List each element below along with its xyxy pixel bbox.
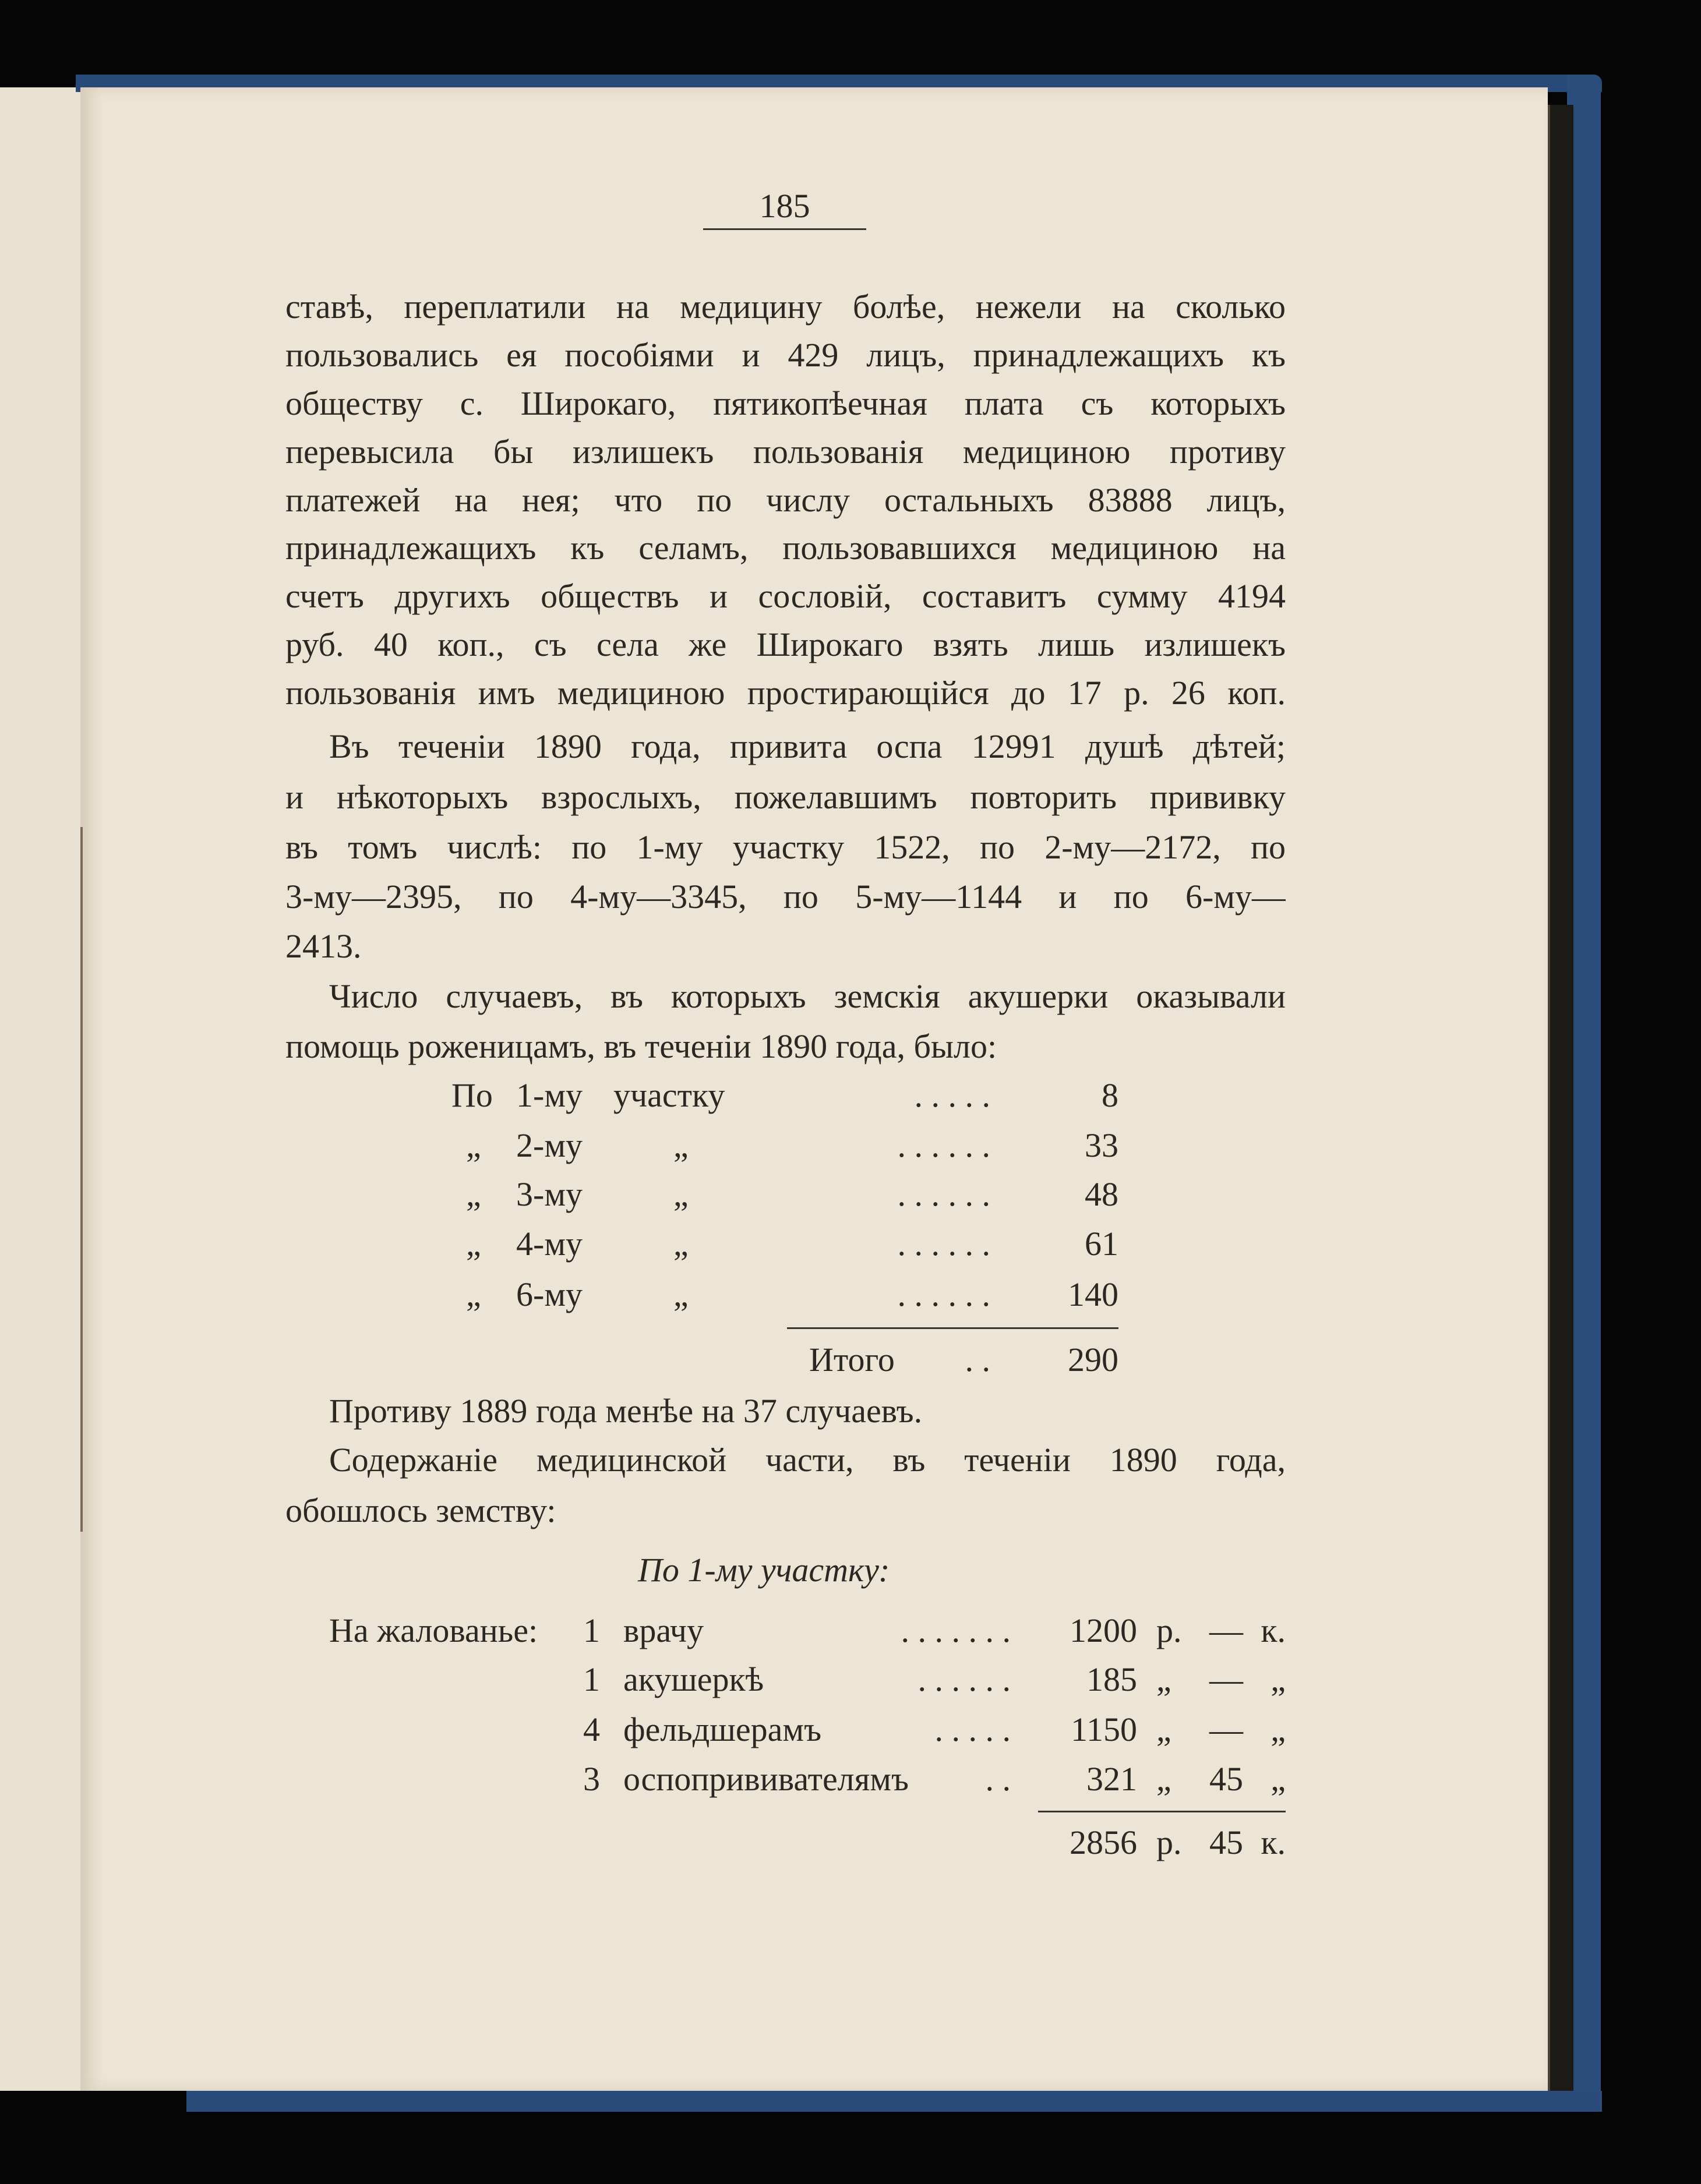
row-dots: . . . . . . [897, 1126, 990, 1164]
row-item: фельдшерамъ [623, 1711, 822, 1748]
row-rub: 321 [1086, 1760, 1137, 1798]
row-kop: — [1209, 1660, 1243, 1698]
row-dots: . . [985, 1760, 1011, 1798]
paragraph-line: Въ теченіи 1890 года, привита оспа 12991 душѣ дѣтей; [329, 727, 1286, 765]
row-prefix: „ [466, 1275, 481, 1313]
row-dots: . . . . . . . [901, 1612, 1011, 1649]
row-count: 1 [583, 1660, 600, 1698]
paragraph-line: пользовались ея пособіями и 429 лицъ, принадлежащихъ къ [285, 336, 1286, 374]
comparison-line: Противу 1889 года менѣе на 37 случаевъ. [329, 1392, 923, 1430]
paragraph-line: Число случаевъ, въ которыхъ земскія акушерки оказывали [329, 977, 1286, 1015]
row-word: „ [673, 1126, 689, 1164]
total-kop-unit: к. [1261, 1823, 1286, 1861]
page-number: 185 [759, 187, 810, 225]
row-rub-unit: р. [1156, 1612, 1182, 1649]
row-district: 4-му [516, 1225, 583, 1263]
row-word: „ [673, 1275, 689, 1313]
row-dots: . . . . . . [897, 1175, 990, 1213]
row-value: 140 [1068, 1275, 1118, 1313]
row-word: „ [673, 1175, 689, 1213]
row-count: 4 [583, 1711, 600, 1748]
paragraph-line: счетъ другихъ обществъ и сословій, составитъ сумму 4194 [285, 577, 1286, 615]
row-item: врачу [623, 1612, 704, 1649]
row-kop-unit: „ [1271, 1711, 1286, 1748]
row-kop: — [1209, 1711, 1243, 1748]
row-district: 6-му [516, 1275, 583, 1313]
total-kop: 45 [1209, 1823, 1243, 1861]
paragraph-line: помощь роженицамъ, въ теченіи 1890 года, было: [285, 1027, 997, 1065]
row-kop: 45 [1209, 1760, 1243, 1798]
total-rub-unit: р. [1156, 1823, 1182, 1861]
row-rub-unit: „ [1156, 1660, 1171, 1698]
section-heading: По 1-му участку: [638, 1551, 890, 1589]
total-dots: . . [965, 1341, 990, 1379]
total-label: Итого [809, 1341, 895, 1379]
row-kop-unit: к. [1261, 1612, 1286, 1649]
row-rub: 1200 [1070, 1612, 1137, 1649]
paragraph-line: платежей на нея; что по числу остальныхъ 83888 лицъ, [285, 481, 1286, 519]
paragraph-line: и нѣкоторыхъ взрослыхъ, пожелавшимъ повторить прививку [285, 778, 1286, 816]
row-value: 8 [1102, 1076, 1118, 1114]
paragraph-line: пользованія имъ медициною простирающійся до 17 р. 26 коп. [285, 674, 1286, 712]
row-item: акушеркѣ [623, 1660, 764, 1698]
row-prefix: „ [466, 1126, 481, 1164]
paragraph-line: Содержаніе медицинской части, въ теченіи 1890 года, [329, 1441, 1286, 1479]
row-rub-unit: „ [1156, 1711, 1171, 1748]
paragraph-line: перевысила бы излишекъ пользованія медициною противу [285, 433, 1286, 471]
row-word: участку [613, 1076, 725, 1114]
row-count: 1 [583, 1612, 600, 1649]
paragraph-line: принадлежащихъ къ селамъ, пользовавшихся медициною на [285, 529, 1286, 567]
total-rule [1038, 1811, 1286, 1812]
total-rub: 2856 [1070, 1823, 1137, 1861]
row-kop: — [1209, 1612, 1243, 1649]
total-value: 290 [1068, 1341, 1118, 1379]
row-prefix: „ [466, 1225, 481, 1263]
row-kop-unit: „ [1271, 1760, 1286, 1798]
row-kop-unit: „ [1271, 1660, 1286, 1698]
row-value: 48 [1085, 1175, 1118, 1213]
row-dots: . . . . . . [897, 1275, 990, 1313]
row-prefix: По [451, 1076, 493, 1114]
paragraph-line: руб. 40 коп., съ села же Широкаго взять лишь излишекъ [285, 625, 1286, 663]
previous-page-edge [0, 87, 82, 2091]
book-cover-bottom [186, 2091, 1602, 2112]
row-item: оспопрививателямъ [623, 1760, 909, 1798]
row-dots: . . . . . [914, 1076, 990, 1114]
row-rub: 1150 [1071, 1711, 1137, 1748]
paragraph-line: 2413. [285, 927, 362, 965]
paragraph-line: 3-му—2395, по 4-му—3345, по 5-му—1144 и по 6-му— [285, 878, 1286, 916]
row-district: 3-му [516, 1175, 583, 1213]
row-dots: . . . . . [934, 1711, 1011, 1748]
row-dots: . . . . . . [897, 1225, 990, 1263]
row-word: „ [673, 1225, 689, 1263]
row-district: 2-му [516, 1126, 583, 1164]
paragraph-line: ставѣ, переплатили на медицину болѣе, нежели на сколько [285, 288, 1286, 326]
row-count: 3 [583, 1760, 600, 1798]
paragraph-line: обществу с. Широкаго, пятикопѣечная плата съ которыхъ [285, 384, 1286, 422]
row-dots: . . . . . . [917, 1660, 1011, 1698]
page-stack-edges [1547, 105, 1573, 2091]
salary-label: На жалованье: [329, 1612, 538, 1649]
row-district: 1-му [516, 1076, 583, 1114]
row-rub: 185 [1086, 1660, 1137, 1698]
paragraph-line: обошлось земству: [285, 1492, 556, 1529]
row-value: 33 [1085, 1126, 1118, 1164]
row-prefix: „ [466, 1175, 481, 1213]
paragraph-line: въ томъ числѣ: по 1-му участку 1522, по 2-му—2172, по [285, 828, 1286, 866]
page-number-rule [703, 228, 866, 230]
page-fold-line [80, 827, 83, 1532]
row-rub-unit: „ [1156, 1760, 1171, 1798]
total-rule [787, 1327, 1118, 1329]
row-value: 61 [1085, 1225, 1118, 1263]
